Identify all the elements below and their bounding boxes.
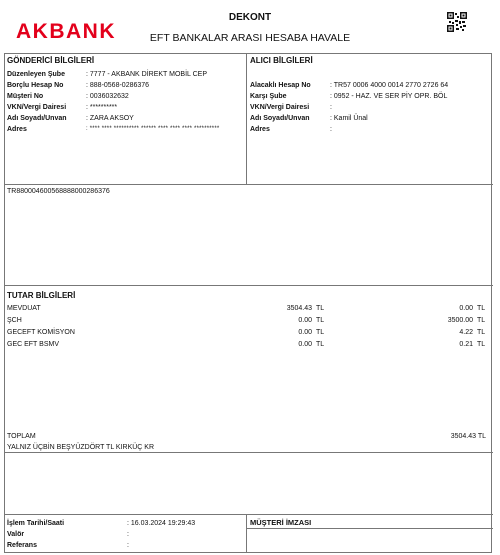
field-value: : 0952 - HAZ. VE SER PİY OPR. BÖL	[330, 93, 448, 100]
receiver-row	[250, 92, 447, 101]
bank-logo: AKBANK	[16, 20, 116, 43]
amount-col2: 3500.00	[447, 317, 473, 324]
currency: TL	[477, 305, 486, 312]
amount-col1: 0.00	[298, 341, 312, 348]
field-label: Düzenleyen Şube	[7, 71, 65, 78]
currency: TL	[477, 317, 486, 324]
amount-row-name: GEC EFT BSMV	[7, 341, 59, 348]
field-value: :	[127, 542, 129, 549]
field-value: : ZARA AKSOY	[86, 115, 134, 122]
field-label: Borçlu Hesap No	[7, 82, 64, 89]
amount-col1: 0.00	[298, 317, 312, 324]
document-subtitle: EFT BANKALAR ARASI HESABA HAVALE	[149, 32, 351, 44]
field-value: : 888-0568-0286376	[86, 82, 150, 89]
field-value: : **********	[86, 104, 118, 111]
amounts-section-title: TUTAR BİLGİLERİ	[7, 291, 76, 300]
total-value: 3504.43 TL	[450, 433, 486, 440]
field-label: Karşı Şube	[250, 93, 287, 100]
currency: TL	[316, 341, 325, 348]
sender-section-title: GÖNDERİCİ BİLGİLERİ	[7, 56, 95, 65]
receiver-row	[250, 114, 368, 123]
field-label: İşlem Tarihi/Saati	[7, 520, 65, 527]
field-label: Alacaklı Hesap No	[250, 82, 311, 89]
divider	[4, 452, 493, 453]
field-label: VKN/Vergi Dairesi	[250, 104, 310, 111]
field-value: :	[330, 104, 332, 111]
field-label: Adres	[250, 126, 270, 133]
field-label: Referans	[7, 542, 37, 549]
divider	[4, 285, 493, 286]
field-label: Adres	[7, 126, 27, 133]
sender-row	[7, 81, 149, 90]
field-label: Adı Soyadı/Unvan	[7, 115, 67, 122]
sender-row	[7, 114, 134, 123]
amount-col1: 3504.43	[286, 305, 312, 312]
field-label: Adı Soyadı/Unvan	[250, 115, 310, 122]
transaction-description: TR880004600568888000286376	[7, 188, 110, 195]
field-value: :	[330, 126, 332, 133]
receiver-row	[250, 81, 448, 90]
qr-code-icon	[447, 12, 467, 32]
amount-col2: 4.22	[459, 329, 473, 336]
field-label: Valör	[7, 531, 25, 538]
sender-row	[7, 92, 129, 101]
field-label: Müşteri No	[7, 93, 44, 100]
field-value: : **** **** ********** ****** **** **** **** **********	[86, 126, 220, 132]
total-label: TOPLAM	[7, 433, 36, 440]
divider	[4, 514, 493, 515]
customer-signature-label: MÜŞTERİ İMZASI	[250, 518, 312, 527]
field-value: : TR57 0006 4000 0014 2770 2726 64	[330, 82, 449, 89]
amount-col2: 0.00	[459, 305, 473, 312]
sender-row	[7, 103, 117, 112]
currency: TL	[316, 329, 325, 336]
currency: TL	[316, 317, 325, 324]
receiver-section-title: ALICI BİLGİLERİ	[250, 56, 313, 65]
amount-col2: 0.21	[459, 341, 473, 348]
field-value: :	[127, 531, 129, 538]
meta-row	[7, 541, 129, 550]
meta-row	[7, 519, 195, 528]
field-value: : 16.03.2024 19:29:43	[127, 520, 196, 527]
sender-row	[7, 125, 219, 134]
field-value: : Kamil Ünal	[330, 115, 368, 122]
currency: TL	[316, 305, 325, 312]
amount-col1: 0.00	[298, 329, 312, 336]
currency: TL	[477, 341, 486, 348]
divider	[246, 53, 247, 184]
receiver-row	[250, 103, 332, 112]
amount-row-name: MEVDUAT	[7, 305, 41, 312]
field-value: : 7777 - AKBANK DİREKT MOBİL CEP	[86, 71, 207, 78]
currency: TL	[477, 329, 486, 336]
amount-row-name: GECEFT KOMİSYON	[7, 329, 75, 336]
meta-row	[7, 530, 129, 539]
total-in-words: YALNIZ ÜÇBİN BEŞYÜZDÖRT TL KIRKÜÇ KR	[7, 444, 155, 451]
divider	[246, 514, 247, 553]
receiver-row	[250, 125, 332, 134]
field-label: VKN/Vergi Dairesi	[7, 104, 67, 111]
amount-row-name: ŞCH	[7, 317, 22, 324]
divider	[4, 184, 493, 185]
sender-row	[7, 70, 207, 79]
field-value: : 0036032632	[86, 93, 129, 100]
divider	[246, 528, 493, 529]
document-type: DEKONT	[228, 12, 272, 23]
